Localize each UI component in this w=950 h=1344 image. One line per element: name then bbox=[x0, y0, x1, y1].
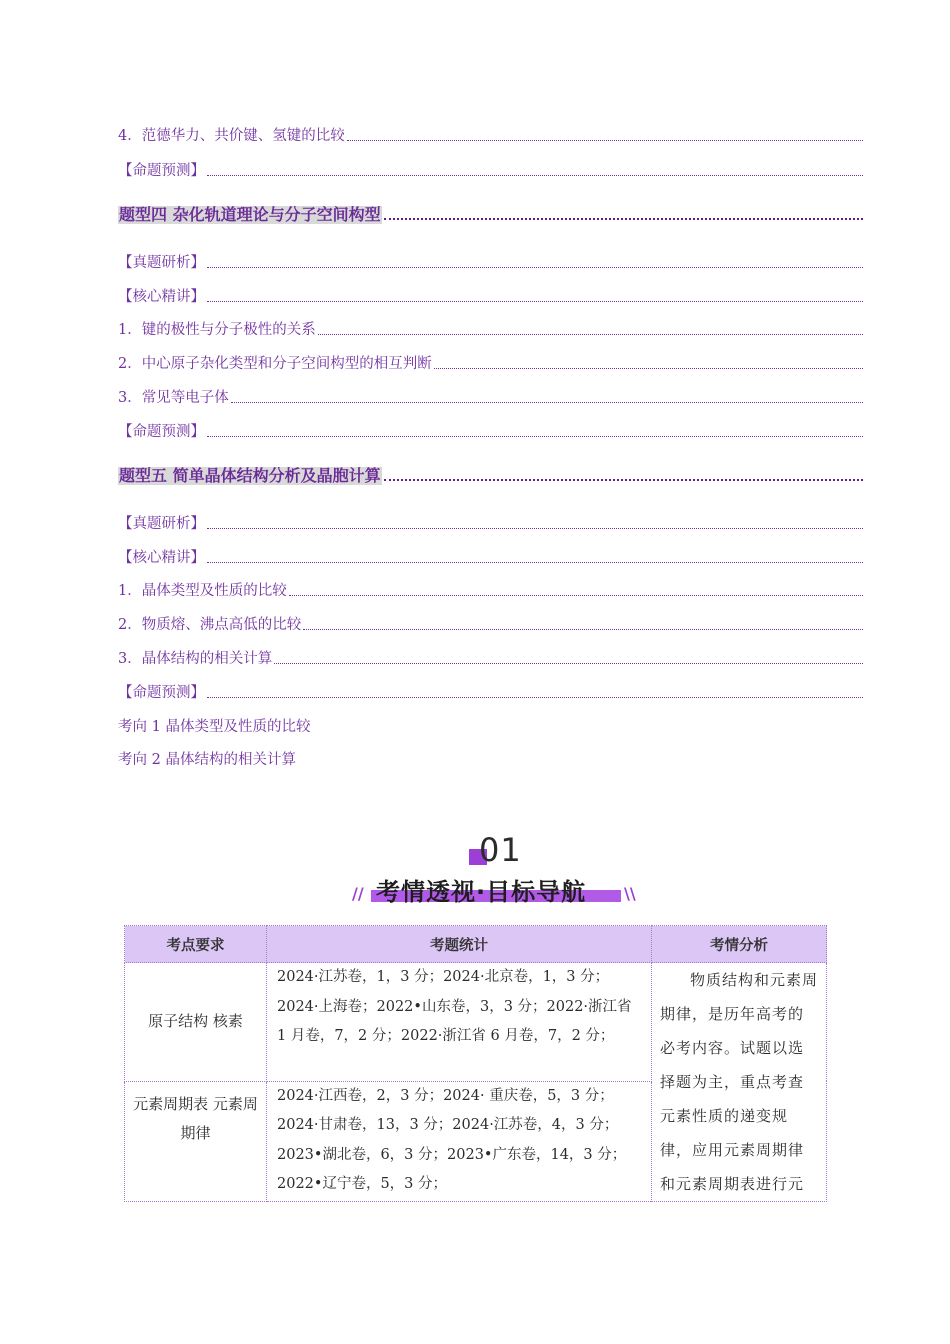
toc-item[interactable]: 【真题研析】 bbox=[118, 254, 863, 272]
point-cell: 元素周期表 元素周期律 bbox=[125, 1081, 267, 1201]
sub-item: 考向 1 晶体类型及性质的比较 bbox=[118, 719, 311, 735]
table-row bbox=[125, 963, 827, 1082]
toc-item[interactable]: 【命题预测】 bbox=[118, 162, 863, 180]
toc-item[interactable]: 4．范德华力、共价键、氢键的比较 bbox=[118, 127, 863, 145]
point-cell: 原子结构 核素 bbox=[125, 963, 267, 1082]
toc-item[interactable]: 2．中心原子杂化类型和分子空间构型的相互判断 bbox=[118, 355, 863, 373]
toc-heading[interactable]: 题型五 简单晶体结构分析及晶胞计算 bbox=[118, 467, 863, 485]
toc-item[interactable]: 3．晶体结构的相关计算 bbox=[118, 650, 863, 668]
toc-item[interactable]: 【核心精讲】 bbox=[118, 288, 863, 306]
stats-cell: 2024·江西卷，2，3 分；2024· 重庆卷，5，3 分；2024·甘肃卷，13，3 分；2024·江苏卷，4，3 分；2023•湖北卷，6，3 分；2023•广东卷，14，3 分；2022•辽宁卷，5，3 分； bbox=[267, 1081, 652, 1201]
table-header-row bbox=[125, 926, 827, 963]
toc-item[interactable]: 【真题研析】 bbox=[118, 515, 863, 533]
toc-item[interactable]: 【命题预测】 bbox=[118, 684, 863, 702]
section-title: 考情透视·目标导航 bbox=[376, 878, 587, 906]
exam-analysis-table bbox=[124, 925, 827, 1202]
toc-item[interactable]: 2．物质熔、沸点高低的比较 bbox=[118, 616, 863, 634]
section-number: 01 bbox=[479, 831, 522, 869]
sub-item: 考向 2 晶体结构的相关计算 bbox=[118, 752, 296, 768]
header-cell: 考情分析 bbox=[652, 926, 827, 963]
header-cell: 考题统计 bbox=[267, 926, 652, 963]
toc-item[interactable]: 1．键的极性与分子极性的关系 bbox=[118, 321, 863, 339]
analysis-cell bbox=[652, 963, 827, 1202]
toc-item[interactable]: 1．晶体类型及性质的比较 bbox=[118, 582, 863, 600]
slash-decoration-left: // bbox=[352, 884, 364, 903]
header-cell: 考点要求 bbox=[125, 926, 267, 963]
slash-decoration-right: \\ bbox=[624, 884, 636, 903]
toc-heading[interactable]: 题型四 杂化轨道理论与分子空间构型 bbox=[118, 206, 863, 224]
analysis-text: 物质结构和元素周期律，是历年高考的必考内容。试题以选择题为主，重点考查元素性质的递变规律，应用元素周期律和元素周期表进行元 bbox=[660, 971, 819, 1193]
toc-item[interactable]: 【命题预测】 bbox=[118, 423, 863, 441]
toc-item[interactable]: 3．常见等电子体 bbox=[118, 389, 863, 407]
stats-cell: 2024·江苏卷，1，3 分；2024·北京卷，1，3 分；2024·上海卷；2022•山东卷，3，3 分；2022·浙江省 1 月卷，7，2 分；2022·浙江省 6 月卷，7，2 分； bbox=[267, 963, 652, 1082]
toc-item[interactable]: 【核心精讲】 bbox=[118, 549, 863, 567]
